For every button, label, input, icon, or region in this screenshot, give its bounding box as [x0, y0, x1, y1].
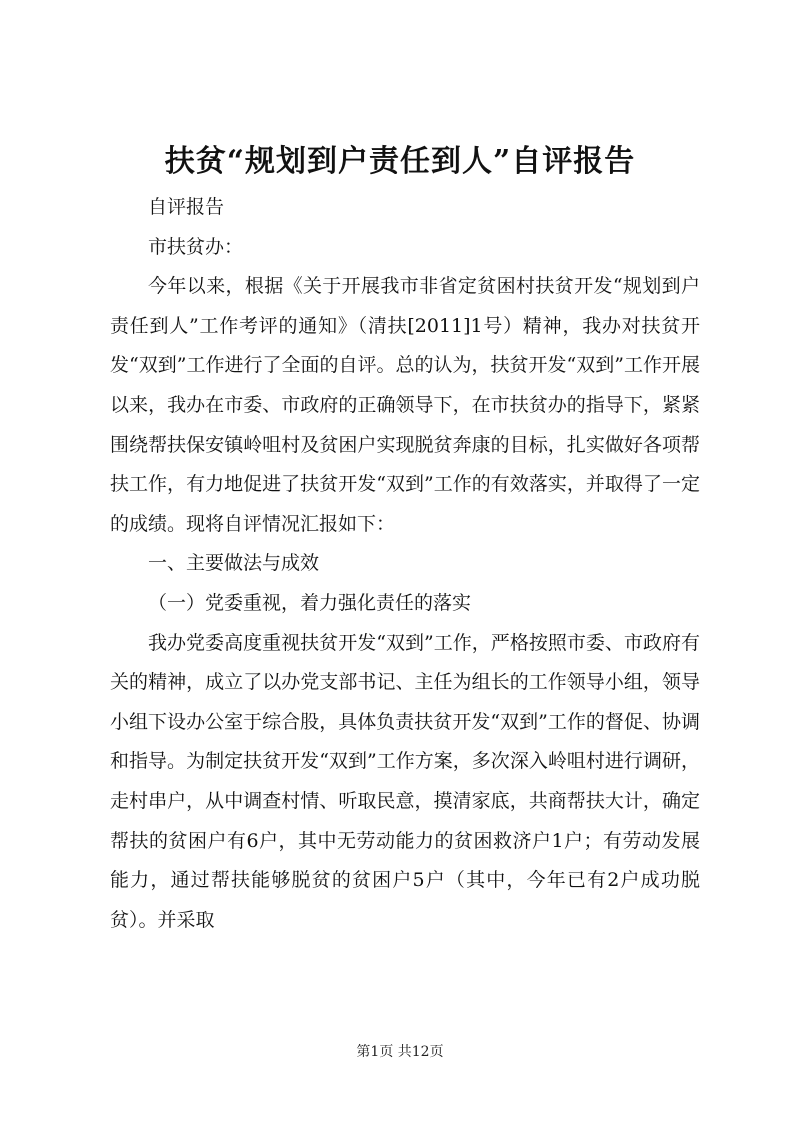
document-body [110, 188, 700, 940]
paragraph-intro: 今年以来，根据《关于开展我市非省定贫困村扶贫开发“规划到户责任到人”工作考评的通知》（清扶[2011]1号）精神，我办对扶贫开发“双到”工作进行了全面的自评。总的认为，扶贫开发“双到”工作开展以来，我办在市委、市政府的正确领导下，在市扶贫办的指导下，紧紧围绕帮扶保安镇岭咀村及贫困户实现脱贫奔康的目标，扎实做好各项帮扶工作，有力地促进了扶贫开发“双到”工作的有效落实，并取得了一定的成绩。现将自评情况汇报如下： [110, 275, 700, 535]
paragraph-body: 我办党委高度重视扶贫开发“双到”工作，严格按照市委、市政府有关的精神，成立了以办党支部书记、主任为组长的工作领导小组，领导小组下设办公室于综合股，具体负责扶贫开发“双到”工作的督促、协调和指导。为制定扶贫开发“双到”工作方案，多次深入岭咀村进行调研，走村串户，从中调查村情、听取民意，摸清家底，共商帮扶大计，确定帮扶的贫困户有6户，其中无劳动能力的贫困救济户1户；有劳动发展能力，通过帮扶能够脱贫的贫困户5户（其中，今年已有2户成功脱贫）。并采取 [110, 631, 700, 931]
document-title: 扶贫“规划到户责任到人”自评报告 [164, 144, 636, 179]
page-number-footer: 第1页 共12页 [356, 1044, 444, 1060]
paragraph-subtitle: 自评报告 [148, 196, 225, 218]
section-heading: 一、主要做法与成效 [148, 552, 320, 575]
paragraph-addressee: 市扶贫办： [148, 235, 244, 258]
subsection-heading: （一）党委重视，着力强化责任的落实 [148, 591, 472, 614]
